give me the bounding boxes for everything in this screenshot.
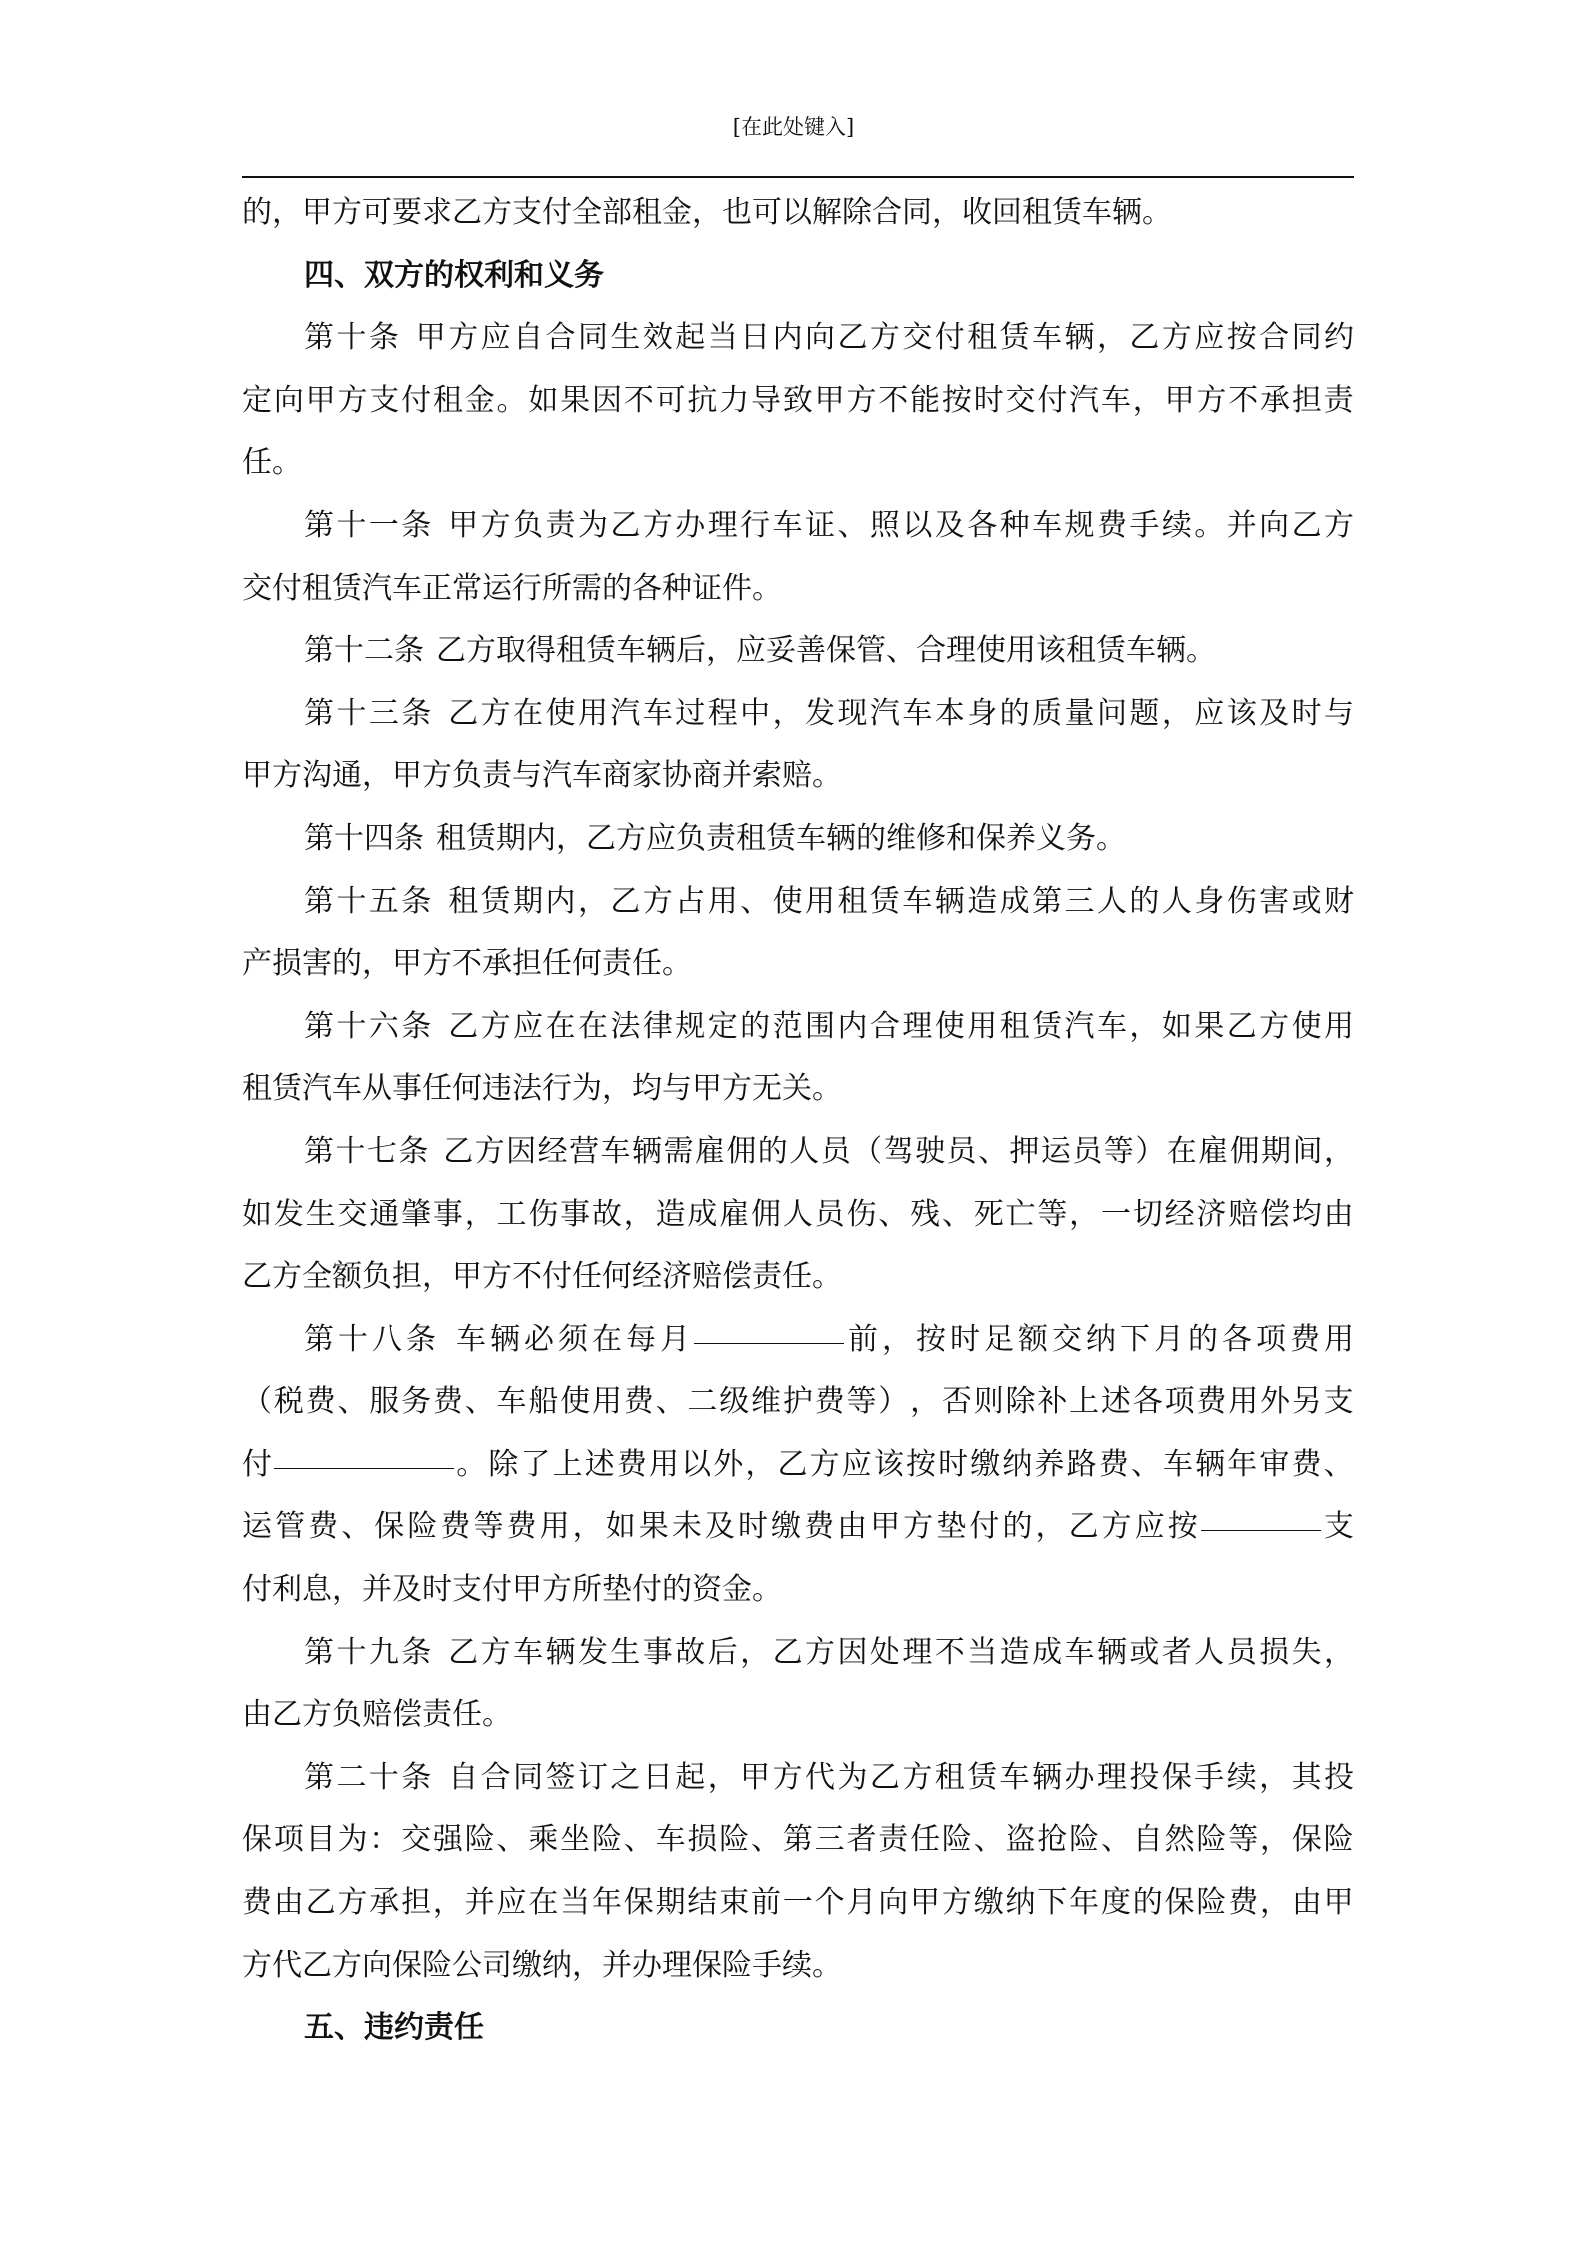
- paragraph-line: 费 由 乙 方 承 担 ， 并 应 在 当 年 保 期 结 束 前 一 个 月 向 甲 方 缴 纳 下 年 度 的 保 险 费 ， 由 甲: [242, 1885, 1354, 1921]
- document-body: [242, 182, 1354, 2060]
- paragraph-line: 的 ， 甲 方 可 要 求 乙 方 支 付 全 部 租 金 ， 也 可 以 解 除 合 同 ， 收 回 租 赁 车 辆 。: [242, 195, 1172, 230]
- paragraph-line: 定 向 甲 方 支 付 租 金 。 如 果 因 不 可 抗 力 导 致 甲 方 不 能 按 时 交 付 汽 车 ， 甲 方 不 承 担 责: [242, 382, 1354, 418]
- paragraph-line: 第 十 条 甲 方 应 自 合 同 生 效 起 当 日 内 向 乙 方 交 付 租 赁 车 辆 ， 乙 方 应 按 合 同 约: [304, 320, 1354, 356]
- page-header: [0, 112, 1587, 142]
- section-heading: 四 、 双 方 的 权 利 和 义 务: [304, 257, 604, 293]
- paragraph-line: 租 赁 汽 车 从 事 任 何 违 法 行 为 ， 均 与 甲 方 无 关 。: [242, 1071, 842, 1107]
- paragraph-line: 交 付 租 赁 汽 车 正 常 运 行 所 需 的 各 种 证 件 。: [242, 570, 782, 606]
- paragraph-line: 第 二 十 条 自 合 同 签 订 之 日 起 ， 甲 方 代 为 乙 方 租 赁 车 辆 办 理 投 保 手 续 ， 其 投: [304, 1759, 1354, 1795]
- paragraph-line: 运 管 费 、 保 险 费 等 费 用 ， 如 果 未 及 时 缴 费 由 甲 方 垫 付 的 ， 乙 方 应 按 支: [242, 1496, 1354, 1559]
- paragraph-line: 任 。: [242, 445, 302, 481]
- paragraph-line: 如 发 生 交 通 肇 事 ， 工 伤 事 故 ， 造 成 雇 佣 人 员 伤 、 残 、 死 亡 等 ， 一 切 经 济 赔 偿 均 由: [242, 1196, 1354, 1232]
- paragraph-line: 第 十 五 条 租 赁 期 内 ， 乙 方 占 用 、 使 用 租 赁 车 辆 造 成 第 三 人 的 人 身 伤 害 或 财: [304, 883, 1354, 919]
- paragraph-line: 第 十 六 条 乙 方 应 在 在 法 律 规 定 的 范 围 内 合 理 使 用 租 赁 汽 车 ， 如 果 乙 方 使 用: [304, 1008, 1354, 1044]
- paragraph-line: 付 利 息 ， 并 及 时 支 付 甲 方 所 垫 付 的 资 金 。: [242, 1572, 782, 1608]
- paragraph-line: 第 十 二 条 乙 方 取 得 租 赁 车 辆 后 ， 应 妥 善 保 管 、 合 理 使 用 该 租 赁 车 辆 。: [304, 633, 1216, 669]
- paragraph-line: 方 代 乙 方 向 保 险 公 司 缴 纳 ， 并 办 理 保 险 手 续 。: [242, 1947, 842, 1983]
- paragraph-line: 第 十 三 条 乙 方 在 使 用 汽 车 过 程 中 ， 发 现 汽 车 本 身 的 质 量 问 题 ， 应 该 及 时 与: [304, 695, 1354, 731]
- section-heading: 五 、 违 约 责 任: [304, 2010, 484, 2046]
- paragraph-line: 保 项 目 为 ： 交 强 险 、 乘 坐 险 、 车 损 险 、 第 三 者 责 任 险 、 盗 抢 险 、 自 然 险 等 ， 保 险: [242, 1822, 1354, 1858]
- header-placeholder-text: [在此处键入]: [732, 115, 855, 139]
- paragraph-line: （ 税 费 、 服 务 费 、 车 船 使 用 费 、 二 级 维 护 费 等 ） ， 否 则 除 补 上 述 各 项 费 用 外 另 支: [242, 1384, 1354, 1420]
- paragraph-line: 甲 方 沟 通 ， 甲 方 负 责 与 汽 车 商 家 协 商 并 索 赔 。: [242, 758, 842, 794]
- paragraph-line: 由 乙 方 负 赔 偿 责 任 。: [242, 1697, 512, 1733]
- header-divider: [242, 176, 1354, 178]
- paragraph-line: 第 十 七 条 乙 方 因 经 营 车 辆 需 雇 佣 的 人 员 （ 驾 驶 员 、 押 运 员 等 ） 在 雇 佣 期 间 ，: [304, 1133, 1354, 1169]
- paragraph-line: 第 十 八 条 车 辆 必 须 在 每 月 前 ， 按 时 足 额 交 纳 下 月 的 各 项 费 用: [242, 1309, 1354, 1372]
- paragraph-line: 付 。 除 了 上 述 费 用 以 外 ， 乙 方 应 该 按 时 缴 纳 养 路 费 、 车 辆 年 审 费 、: [242, 1434, 1354, 1497]
- paragraph-line: 第 十 一 条 甲 方 负 责 为 乙 方 办 理 行 车 证 、 照 以 及 各 种 车 规 费 手 续 。 并 向 乙 方: [304, 507, 1354, 543]
- fill-in-blank: [694, 1309, 844, 1344]
- fill-in-blank: [274, 1434, 454, 1469]
- fill-in-blank: [1201, 1496, 1321, 1531]
- paragraph-line: 第 十 九 条 乙 方 车 辆 发 生 事 故 后 ， 乙 方 因 处 理 不 当 造 成 车 辆 或 者 人 员 损 失 ，: [304, 1634, 1354, 1670]
- paragraph-line: 第 十 四 条 租 赁 期 内 ， 乙 方 应 负 责 租 赁 车 辆 的 维 修 和 保 养 义 务 。: [304, 820, 1126, 856]
- paragraph-line: 产 损 害 的 ， 甲 方 不 承 担 任 何 责 任 。: [242, 946, 692, 982]
- paragraph-line: 乙 方 全 额 负 担 ， 甲 方 不 付 任 何 经 济 赔 偿 责 任 。: [242, 1259, 842, 1295]
